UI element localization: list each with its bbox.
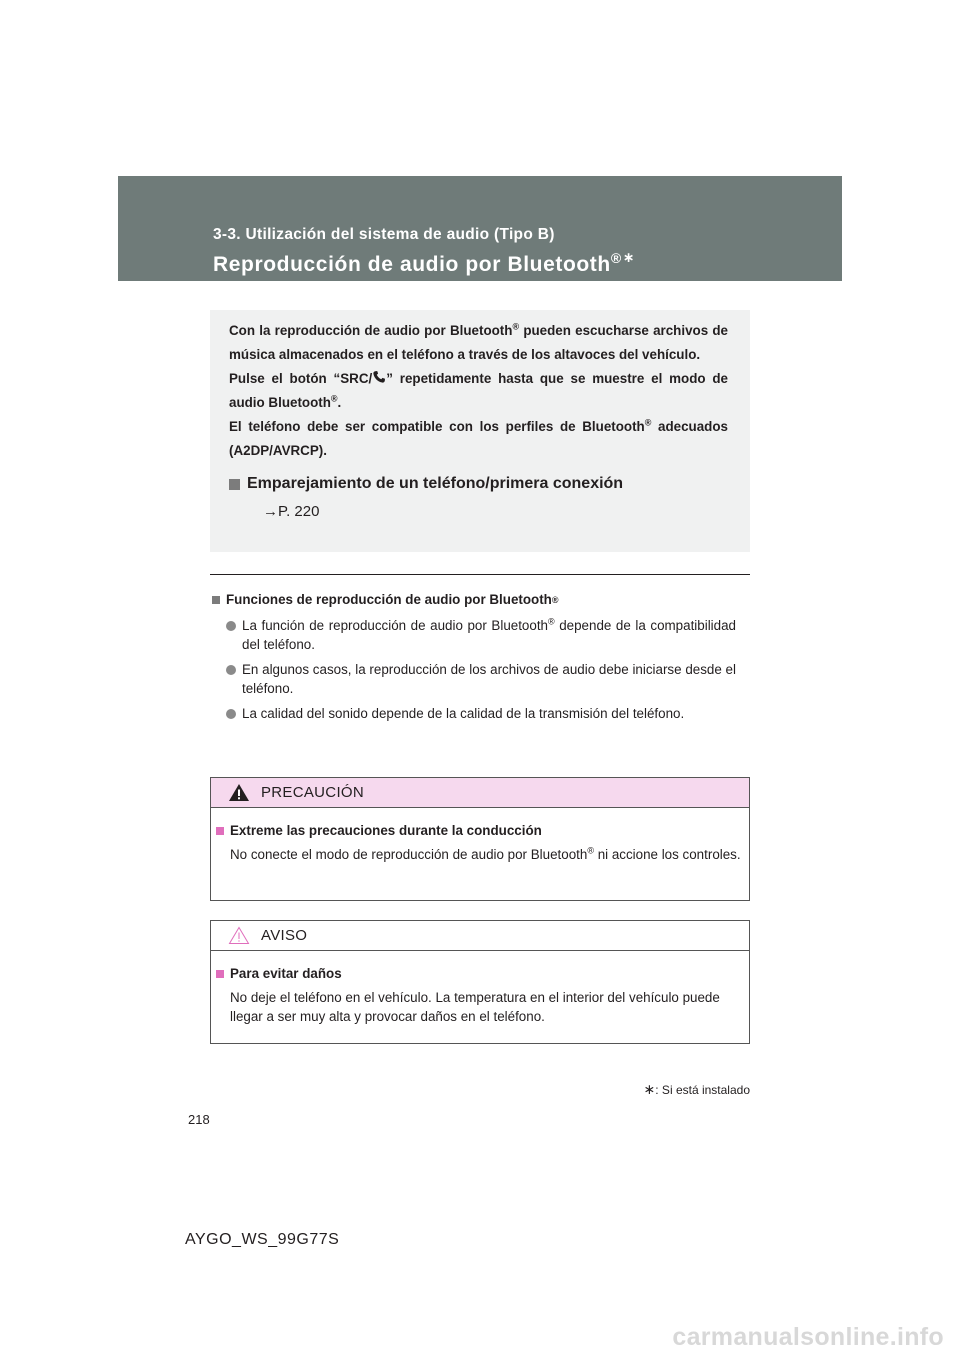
notice-header — [211, 921, 749, 951]
registered-mark: ® — [610, 250, 622, 266]
notice-title: AVISO — [261, 927, 308, 944]
notice-subheading-text: Para evitar daños — [230, 966, 342, 981]
circle-bullet-icon — [226, 709, 236, 719]
caution-text — [230, 845, 743, 864]
footnote — [644, 1081, 750, 1098]
intro-paragraph-3 — [229, 415, 728, 463]
functions-section — [212, 590, 736, 723]
square-bullet-icon — [216, 970, 224, 978]
square-bullet-icon — [216, 827, 224, 835]
caution-box — [210, 777, 750, 901]
registered-mark: ® — [644, 417, 652, 428]
warning-outline-icon — [228, 926, 250, 945]
intro-text: Con la reproducción de audio por Bluetooth — [229, 323, 513, 338]
notice-subheading — [216, 964, 743, 983]
square-bullet-icon — [212, 596, 220, 604]
registered-mark: ® — [330, 393, 338, 404]
intro-paragraph-2 — [229, 367, 728, 415]
intro-text: . — [337, 395, 342, 410]
list-item — [212, 660, 736, 698]
pairing-heading — [229, 473, 728, 495]
intro-text: pueden escucharse archivos de música almacenados en el teléfono a través de los altavoces del vehículo. — [229, 323, 728, 362]
list-item-text: La calidad del sonido depende de la calidad de la transmisión del teléfono. — [242, 706, 685, 721]
list-item — [212, 616, 736, 654]
watermark: carmanualsonline.info — [672, 1323, 944, 1351]
page-title — [213, 249, 635, 277]
caution-subheading-text: Extreme las precauciones durante la conducción — [230, 823, 542, 838]
footnote-text: : Si está instalado — [655, 1083, 750, 1097]
page-title-text: Reproducción de audio por Bluetooth — [213, 253, 611, 276]
caution-header — [211, 778, 749, 808]
caution-text-part: No conecte el modo de reproducción de audio por Bluetooth — [230, 847, 588, 862]
document-code: AYGO_WS_99G77S — [185, 1231, 340, 1248]
intro-text: El teléfono debe ser compatible con los perfiles de Bluetooth — [229, 419, 645, 434]
caution-title: PRECAUCIÓN — [261, 784, 365, 801]
arrow-right-icon: → — [263, 503, 278, 520]
phone-handset-icon — [372, 370, 386, 384]
registered-mark: ® — [587, 845, 594, 856]
circle-bullet-icon — [226, 665, 236, 675]
intro-text: adecuados (A2DP/AVRCP). — [229, 419, 728, 458]
notice-body — [211, 951, 749, 1026]
asterisk-mark: ∗ — [622, 249, 636, 265]
intro-box — [210, 310, 750, 552]
notice-text: No deje el teléfono en el vehículo. La temperatura en el interior del vehículo puede llegar a ser muy alta y provocar daños en el teléfono. — [230, 990, 720, 1024]
section-header-band — [118, 176, 842, 281]
notice-box — [210, 920, 750, 1044]
list-item-text: En algunos casos, la reproducción de los archivos de audio debe iniciarse desde el teléfono. — [242, 662, 736, 696]
pairing-heading-text: Emparejamiento de un teléfono/primera conexión — [247, 475, 624, 492]
intro-paragraph-1 — [229, 319, 728, 367]
page-reference-text: P. 220 — [278, 503, 320, 520]
list-item — [212, 704, 736, 723]
circle-bullet-icon — [226, 621, 236, 631]
caution-subheading — [216, 821, 743, 840]
warning-triangle-icon — [228, 783, 250, 802]
registered-mark: ® — [548, 616, 555, 627]
square-bullet-icon — [229, 479, 240, 490]
intro-text: Pulse el botón “SRC/ — [229, 371, 373, 386]
page-number: 218 — [188, 1112, 210, 1127]
list-item-text: La función de reproducción de audio por Bluetooth — [242, 618, 548, 633]
functions-heading: Funciones de reproducción de audio por Bluetooth ® — [212, 590, 736, 610]
section-label: 3-3. Utilización del sistema de audio (Tipo B) — [213, 226, 555, 243]
functions-heading-text: Funciones de reproducción de audio por Bluetooth — [226, 592, 552, 607]
caution-text-part: ni accione los controles. — [593, 847, 741, 862]
intro-text: ” repetidamente hasta que se muestre el modo de audio Bluetooth — [229, 371, 728, 410]
divider — [210, 574, 750, 575]
caution-body — [211, 808, 749, 864]
pairing-page-reference[interactable] — [263, 502, 728, 522]
registered-mark: ® — [512, 321, 520, 332]
asterisk-mark: ∗ — [643, 1081, 656, 1097]
list-item-text: depende de la compatibilidad del teléfono. — [242, 618, 736, 652]
